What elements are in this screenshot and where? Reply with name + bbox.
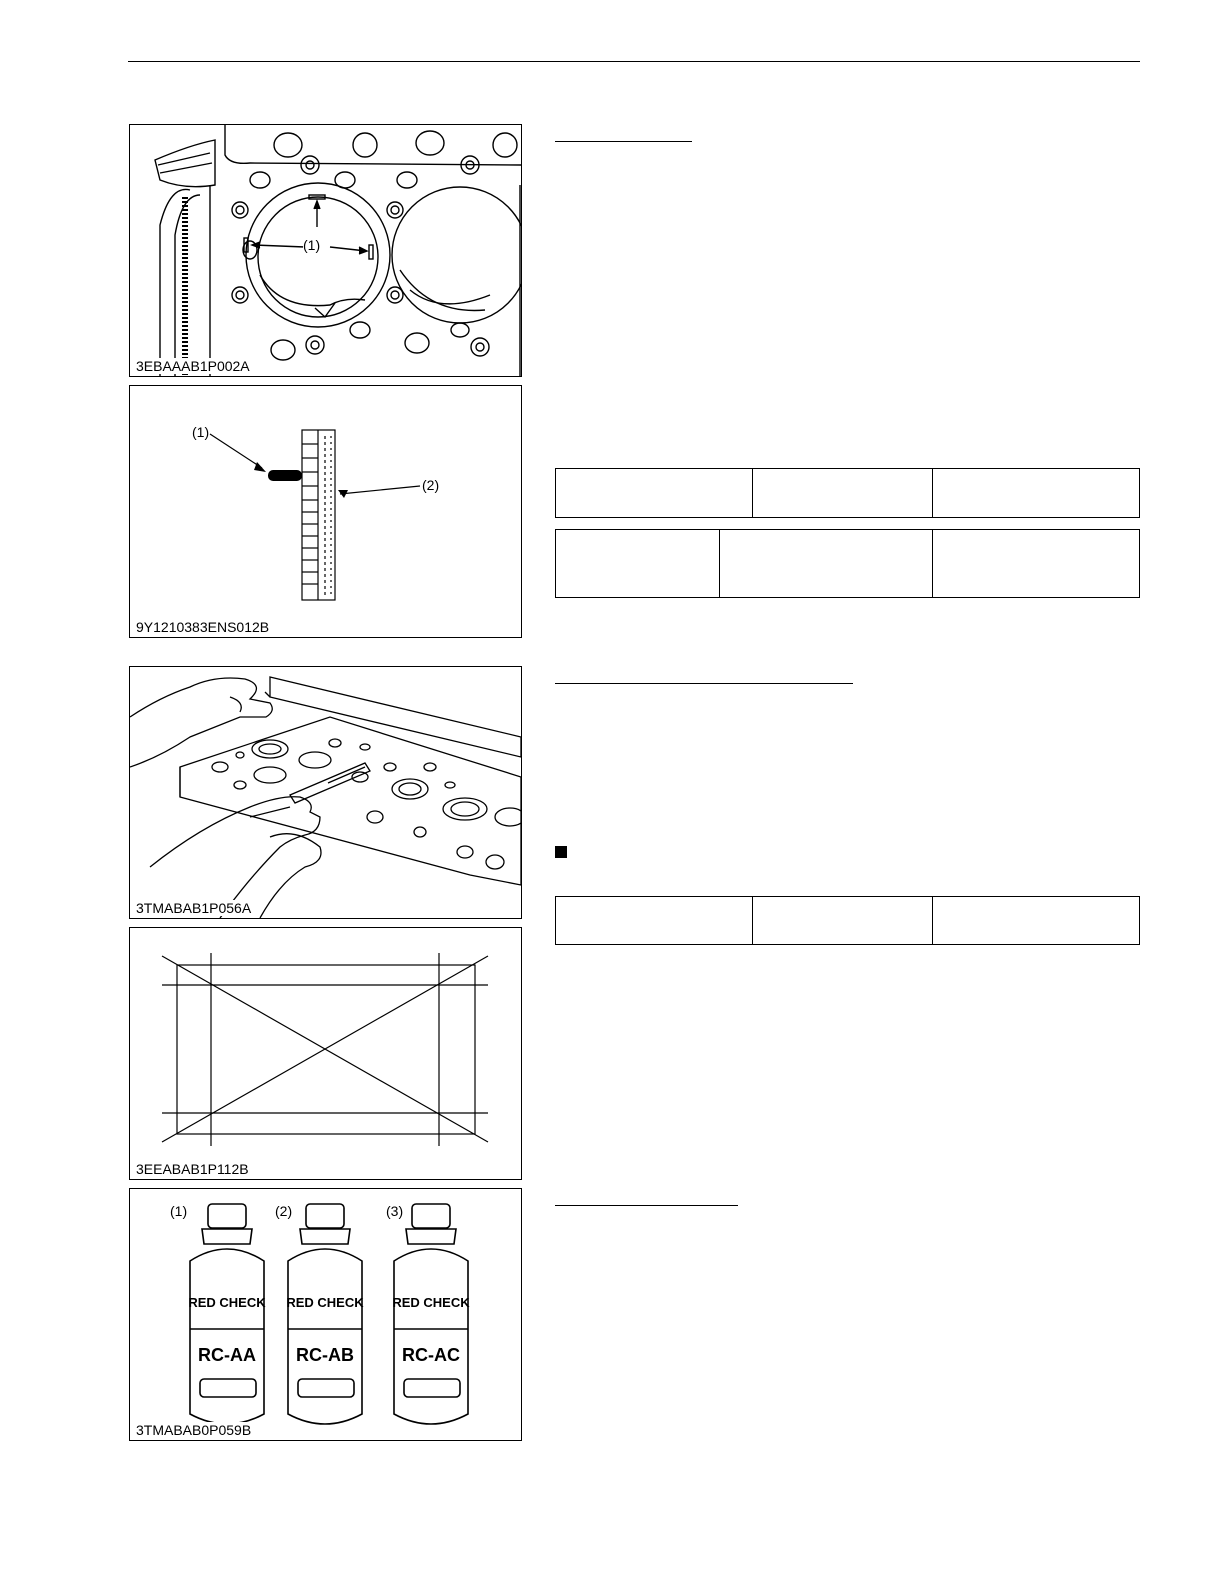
can-2-brand: RED CHECK bbox=[286, 1295, 364, 1310]
can-3-model: RC-AC bbox=[402, 1345, 460, 1365]
spec-table-2 bbox=[555, 529, 1140, 598]
spec-table-1 bbox=[555, 468, 1140, 518]
figure-callout-1: (1) bbox=[303, 237, 321, 253]
can-1-model: RC-AA bbox=[198, 1345, 256, 1365]
table-cell bbox=[933, 530, 1140, 598]
figure-code: 3TMABAB1P056A bbox=[136, 900, 252, 916]
table-cell bbox=[753, 897, 933, 945]
cylinder-bore-illustration bbox=[130, 125, 521, 376]
table-cell bbox=[556, 469, 753, 518]
measuring-points-diagram bbox=[130, 928, 521, 1179]
figure-callout-2: (2) bbox=[275, 1203, 293, 1219]
header-rule bbox=[128, 61, 1140, 62]
section-heading-underline bbox=[555, 141, 692, 142]
flatness-check-illustration bbox=[130, 667, 521, 918]
can-1-brand: RED CHECK bbox=[188, 1295, 266, 1310]
figure-measuring-points bbox=[129, 927, 522, 1180]
can-3 bbox=[394, 1204, 468, 1424]
table-cell bbox=[556, 530, 720, 598]
table-cell bbox=[933, 469, 1140, 518]
figure-flatness-check bbox=[129, 666, 522, 919]
figure-callout-2: (2) bbox=[422, 477, 440, 493]
table-cell bbox=[720, 530, 933, 598]
can-2 bbox=[288, 1204, 362, 1424]
table-row bbox=[556, 530, 1140, 598]
figure-plastigage-scale bbox=[129, 385, 522, 638]
figure-code: 3TMABAB0P059B bbox=[136, 1422, 252, 1438]
can-1 bbox=[190, 1204, 264, 1424]
table-cell bbox=[556, 897, 753, 945]
figure-callout-1: (1) bbox=[192, 424, 210, 440]
figure-callout-1: (1) bbox=[170, 1203, 188, 1219]
table-cell bbox=[933, 897, 1140, 945]
square-bullet-icon bbox=[555, 846, 567, 858]
figure-code: 9Y1210383ENS012B bbox=[136, 619, 270, 635]
section-heading-underline bbox=[555, 1205, 738, 1206]
plastigage-scale-illustration bbox=[130, 386, 521, 637]
can-3-brand: RED CHECK bbox=[392, 1295, 470, 1310]
figure-red-check-cans bbox=[129, 1188, 522, 1441]
table-cell bbox=[753, 469, 933, 518]
figure-code: 3EBAAAB1P002A bbox=[136, 358, 250, 374]
red-check-cans-illustration bbox=[130, 1189, 521, 1440]
section-heading-underline bbox=[555, 683, 853, 684]
figure-callout-3: (3) bbox=[386, 1203, 404, 1219]
spec-table-3 bbox=[555, 896, 1140, 945]
table-row bbox=[556, 469, 1140, 518]
figure-code: 3EEABAB1P112B bbox=[136, 1161, 249, 1177]
figure-cylinder-bore bbox=[129, 124, 522, 377]
can-2-model: RC-AB bbox=[296, 1345, 354, 1365]
table-row bbox=[556, 897, 1140, 945]
